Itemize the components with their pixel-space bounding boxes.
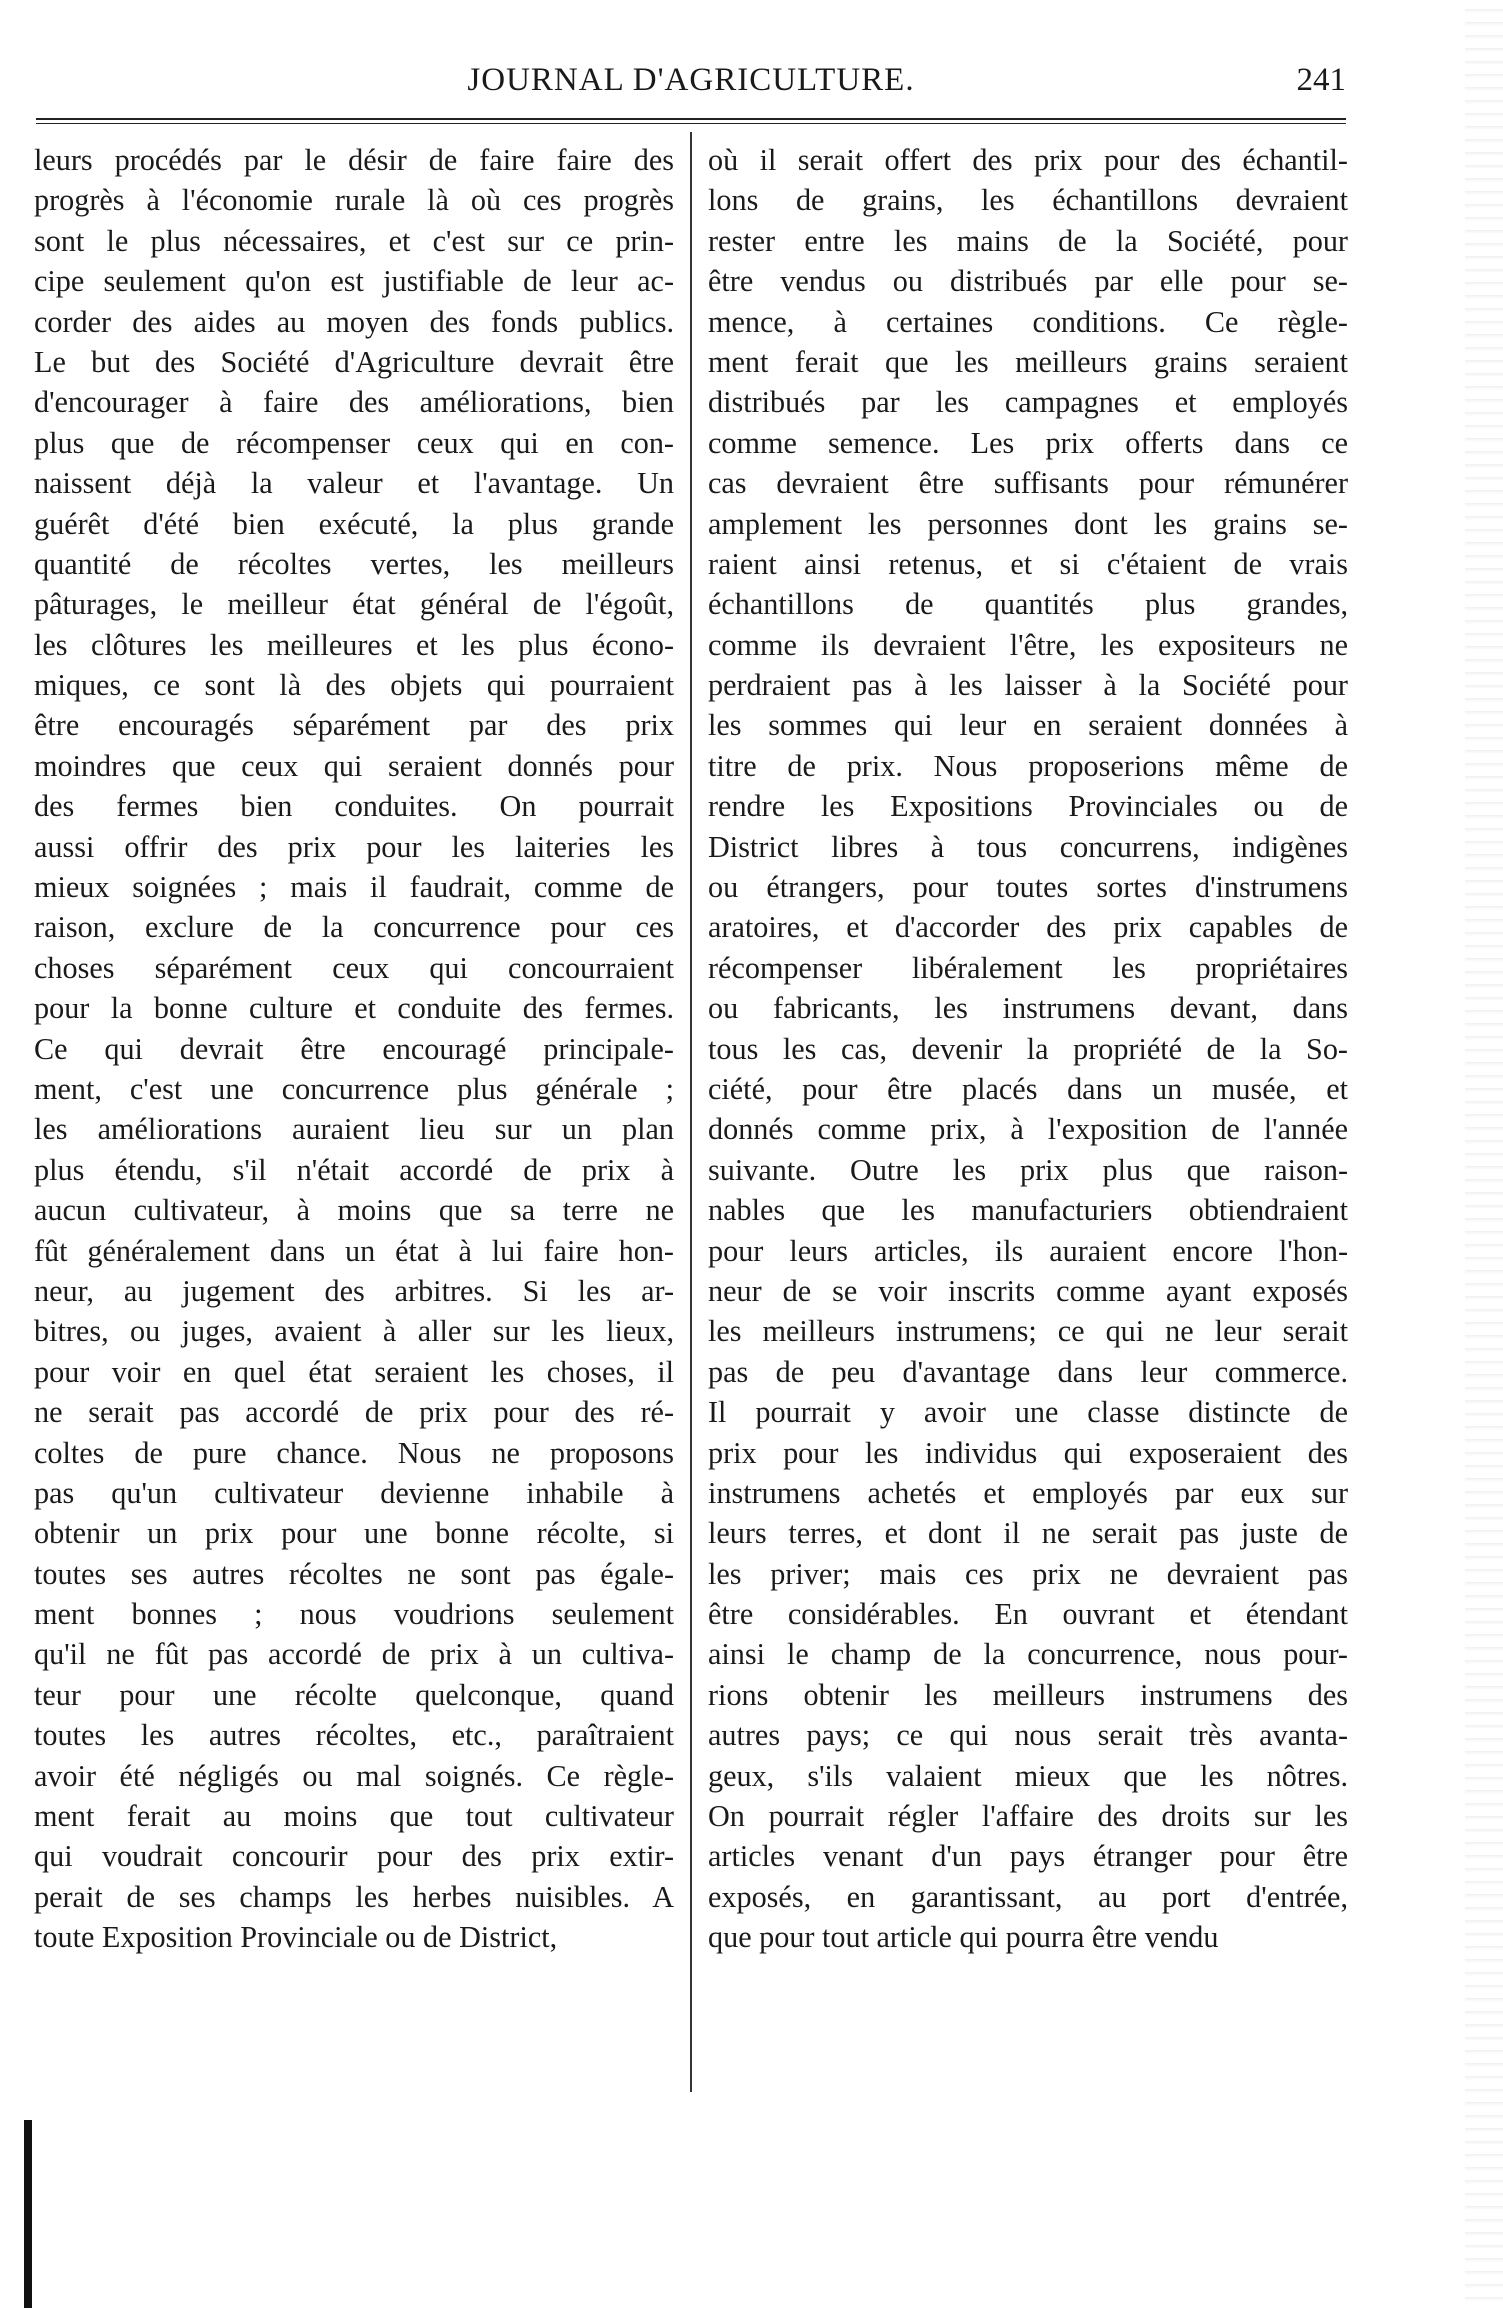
page-number: 241 (1296, 62, 1346, 98)
text-line: les sommes qui leur en seraient données à (708, 708, 1348, 743)
text-line: mieux soignées ; mais il faudrait, comme de (34, 870, 674, 905)
text-line: être considérables. En ouvrant et étendant (708, 1597, 1348, 1632)
text-line: fût généralement dans un état à lui faire hon- (34, 1233, 674, 1268)
text-line: titre de prix. Nous proposerions même de (708, 748, 1348, 783)
text-line: comme ils devraient l'être, les expositeurs ne (708, 627, 1348, 662)
text-line: Ce qui devrait être encouragé principale- (34, 1031, 674, 1066)
text-line: leurs procédés par le désir de faire faire des (34, 143, 674, 177)
text-line: perait de ses champs les herbes nuisibles. A (34, 1879, 674, 1914)
text-line: les clôtures les meilleures et les plus écono- (34, 627, 674, 662)
text-line: ment, c'est une concurrence plus générale ; (34, 1071, 674, 1106)
text-line: pour voir en quel état seraient les choses, il (34, 1354, 674, 1389)
text-line: autres pays; ce qui nous serait très avanta- (708, 1718, 1348, 1753)
text-line: les priver; mais ces prix ne devraient pas (708, 1556, 1348, 1591)
text-line: prix pour les individus qui exposeraient des (708, 1435, 1348, 1470)
text-line: des fermes bien conduites. On pourrait (34, 789, 674, 824)
right-text-column (708, 140, 1348, 1958)
text-line: naissent déjà la valeur et l'avantage. Un (34, 466, 674, 501)
text-line: ou fabricants, les instrumens devant, dans (708, 991, 1348, 1026)
text-line: être encouragés séparément par des prix (34, 708, 674, 743)
text-line: cipe seulement qu'on est justifiable de leur ac- (34, 264, 674, 299)
running-header (36, 62, 1346, 112)
text-line: pour leurs articles, ils auraient encore l'hon- (708, 1233, 1348, 1268)
text-line: ment bonnes ; nous voudrions seulement (34, 1597, 674, 1632)
text-line: mence, à certaines conditions. Ce règle- (708, 304, 1348, 339)
text-line: tous les cas, devenir la propriété de la So- (708, 1031, 1348, 1066)
text-line: teur pour une récolte quelconque, quand (34, 1677, 674, 1712)
text-line: d'encourager à faire des améliorations, bien (34, 385, 674, 420)
text-line: comme semence. Les prix offerts dans ce (708, 425, 1348, 460)
text-line: plus que de récompenser ceux qui en con- (34, 425, 674, 460)
text-line: où il serait offert des prix pour des échantil- (708, 143, 1348, 177)
scan-edge-shadow (1465, 0, 1503, 2308)
text-line: rendre les Expositions Provinciales ou de (708, 789, 1348, 824)
text-line: pour la bonne culture et conduite des fermes. (34, 991, 674, 1026)
text-line: exposés, en garantissant, au port d'entrée, (708, 1879, 1348, 1914)
text-line: sont le plus nécessaires, et c'est sur ce prin- (34, 223, 674, 258)
text-line: choses séparément ceux qui concourraient (34, 950, 674, 985)
text-line: aussi offrir des prix pour les laiteries les (34, 829, 674, 864)
text-line: quantité de récoltes vertes, les meilleurs (34, 546, 674, 581)
text-line: lons de grains, les échantillons devraient (708, 183, 1348, 218)
text-line: toutes ses autres récoltes ne sont pas égale- (34, 1556, 674, 1591)
text-line: moindres que ceux qui seraient donnés pour (34, 748, 674, 783)
text-line: suivante. Outre les prix plus que raison- (708, 1152, 1348, 1187)
text-line: rester entre les mains de la Société, pour (708, 223, 1348, 258)
text-line: coltes de pure chance. Nous ne proposons (34, 1435, 674, 1470)
left-text-column (34, 140, 674, 1958)
text-line: ou étrangers, pour toutes sortes d'instrumens (708, 870, 1348, 905)
journal-title: JOURNAL D'AGRICULTURE. (467, 62, 915, 98)
text-line: échantillons de quantités plus grandes, (708, 587, 1348, 622)
scan-edge-mark (24, 2120, 32, 2308)
text-line: toute Exposition Provinciale ou de District, (34, 1920, 558, 1955)
text-line: perdraient pas à les laisser à la Société pour (708, 668, 1348, 703)
text-line: ainsi le champ de la concurrence, nous pour- (708, 1637, 1348, 1672)
text-line: ciété, pour être placés dans un musée, et (708, 1071, 1348, 1106)
text-line: pas de peu d'avantage dans leur commerce. (708, 1354, 1348, 1389)
text-line: On pourrait régler l'affaire des droits sur les (708, 1799, 1348, 1834)
text-line: les meilleurs instrumens; ce qui ne leur serait (708, 1314, 1348, 1349)
text-line: neur, au jugement des arbitres. Si les ar- (34, 1273, 674, 1308)
text-line: aucun cultivateur, à moins que sa terre ne (34, 1193, 674, 1228)
text-line: les améliorations auraient lieu sur un plan (34, 1112, 674, 1147)
text-line: miques, ce sont là des objets qui pourraient (34, 668, 674, 703)
text-line: pâturages, le meilleur état général de l'égoût, (34, 587, 674, 622)
column-divider (690, 132, 692, 2092)
text-line: pas qu'un cultivateur devienne inhabile à (34, 1475, 674, 1510)
header-rule (36, 118, 1346, 124)
text-line: leurs terres, et dont il ne serait pas juste de (708, 1516, 1348, 1551)
text-line: être vendus ou distribués par elle pour se- (708, 264, 1348, 299)
text-line: neur de se voir inscrits comme ayant exposés (708, 1273, 1348, 1308)
text-line: ment ferait que les meilleurs grains seraient (708, 344, 1348, 379)
text-line: progrès à l'économie rurale là où ces progrès (34, 183, 674, 218)
text-line: geux, s'ils valaient mieux que les nôtres. (708, 1758, 1348, 1793)
text-line: nables que les manufacturiers obtiendraient (708, 1193, 1348, 1228)
text-line: plus étendu, s'il n'était accordé de prix à (34, 1152, 674, 1187)
text-line: cas devraient être suffisants pour rémunérer (708, 466, 1348, 501)
text-line: Le but des Société d'Agriculture devrait être (34, 344, 674, 379)
text-line: que pour tout article qui pourra être vendu (708, 1920, 1219, 1955)
text-line: distribués par les campagnes et employés (708, 385, 1348, 420)
text-line: articles venant d'un pays étranger pour être (708, 1839, 1348, 1874)
text-line: qu'il ne fût pas accordé de prix à un cultiva- (34, 1637, 674, 1672)
text-line: District libres à tous concurrens, indigènes (708, 829, 1348, 864)
text-line: qui voudrait concourir pour des prix extir- (34, 1839, 674, 1874)
text-line: récompenser libéralement les propriétaires (708, 950, 1348, 985)
text-line: raient ainsi retenus, et si c'étaient de vrais (708, 546, 1348, 581)
text-line: guérêt d'été bien exécuté, la plus grande (34, 506, 674, 541)
text-line: raison, exclure de la concurrence pour ces (34, 910, 674, 945)
text-line: donnés comme prix, à l'exposition de l'année (708, 1112, 1348, 1147)
text-line: ne serait pas accordé de prix pour des ré- (34, 1395, 674, 1430)
text-line: aratoires, et d'accorder des prix capables de (708, 910, 1348, 945)
text-line: avoir été négligés ou mal soignés. Ce règle- (34, 1758, 674, 1793)
text-line: ment ferait au moins que tout cultivateur (34, 1799, 674, 1834)
text-line: rions obtenir les meilleurs instrumens des (708, 1677, 1348, 1712)
text-line: instrumens achetés et employés par eux sur (708, 1475, 1348, 1510)
text-line: bitres, ou juges, avaient à aller sur les lieux, (34, 1314, 674, 1349)
text-line: Il pourrait y avoir une classe distincte de (708, 1395, 1348, 1430)
text-line: amplement les personnes dont les grains se- (708, 506, 1348, 541)
text-line: toutes les autres récoltes, etc., paraîtraient (34, 1718, 674, 1753)
text-line: corder des aides au moyen des fonds publics. (34, 304, 674, 339)
text-line: obtenir un prix pour une bonne récolte, si (34, 1516, 674, 1551)
